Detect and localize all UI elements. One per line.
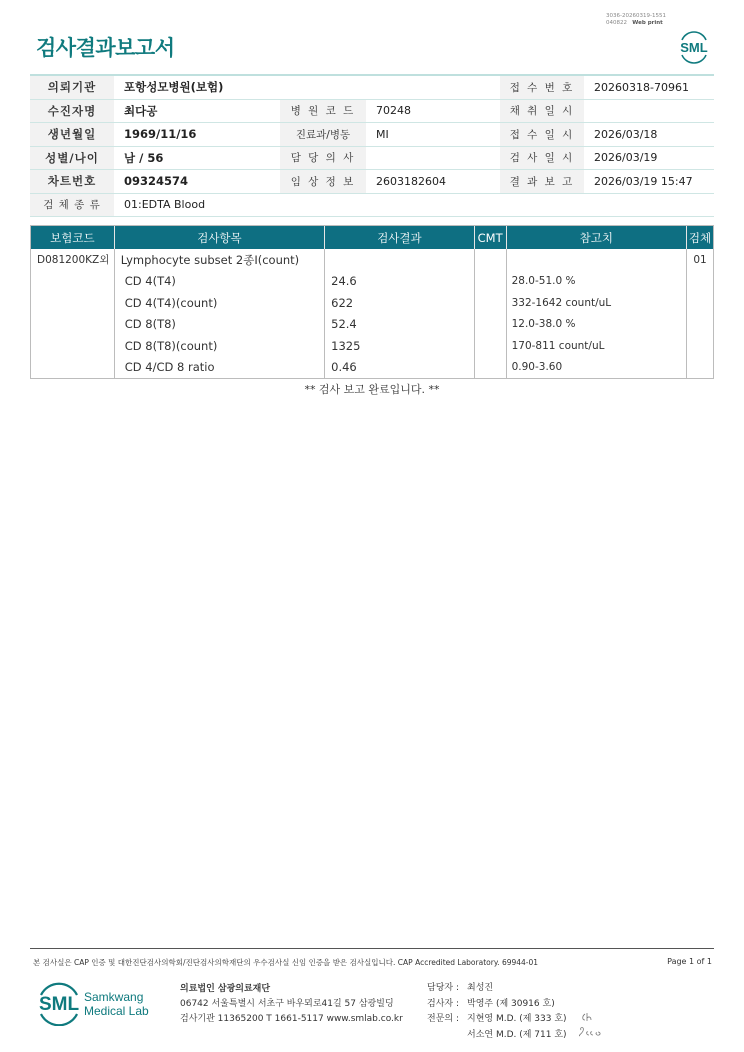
web-print-label: Web print: [632, 20, 663, 26]
test-result: 622: [331, 295, 354, 310]
staff-row: [427, 997, 567, 1013]
column-reference: [507, 249, 687, 378]
label-hospital-code: 병 원 코 드: [280, 100, 366, 123]
label-sex-age: 성별/나이: [30, 147, 114, 170]
header-specimen: 검체: [688, 230, 712, 245]
footer-logo-main: SML: [38, 994, 80, 1015]
value-report-dt: 2026/03/19 15:47: [594, 174, 693, 188]
label-birth: 생년월일: [30, 123, 114, 146]
label-receipt-dt: 접 수 일 시: [500, 123, 584, 146]
label-specimen: 검 체 종 류: [30, 194, 114, 217]
value-requester: 포항성모병원(보험): [124, 80, 224, 95]
label-requester: 의뢰기관: [30, 76, 114, 99]
test-item: CD 4(T4)(count): [124, 295, 218, 310]
staff-info: [427, 981, 567, 1043]
staff-name: 박영주 (제 30916 호): [467, 998, 555, 1009]
test-item: CD 8(T8)(count): [124, 338, 218, 353]
staff-role: 담당자 :: [427, 983, 459, 993]
value-clinical: 2603182604: [376, 174, 446, 188]
info-row-6: [30, 194, 714, 218]
certification-note: 본 검사실은 CAP 인증 및 대한진단검사의학회/진단검사의학재단의 우수검사실 신임 인증을 받은 검사실입니다. CAP Accredited Laboratory. 69944-01: [33, 958, 539, 967]
info-row-1: [30, 76, 714, 100]
document-code: [606, 13, 666, 27]
staff-name: 서소연 M.D. (제 711 호): [467, 1029, 567, 1040]
staff-role: 전문의 :: [427, 1014, 459, 1024]
column-test-item: [115, 249, 325, 378]
staff-role: [427, 1028, 467, 1044]
test-item: CD 4(T4): [124, 274, 176, 289]
label-collect-dt: 채 취 일 시: [500, 100, 584, 123]
header-result: 검사결과: [325, 226, 475, 249]
value-specimen: 01:EDTA Blood: [124, 198, 206, 212]
staff-role: 검사자 :: [427, 998, 459, 1009]
label-chart-no: 차트번호: [30, 170, 114, 193]
results-table: [30, 225, 714, 379]
label-patient-name: 수진자명: [30, 100, 114, 123]
value-patient-name: 최다공: [124, 103, 158, 118]
value-receipt-no: 20260318-70961: [594, 80, 689, 94]
test-item: CD 4/CD 8 ratio: [124, 360, 215, 375]
value-doctor: [366, 147, 500, 170]
value-collect-dt: [584, 100, 714, 123]
results-body: [31, 249, 713, 378]
org-address: 06742 서울특별시 서초구 바우뫼로41길 57 삼광빌딩: [180, 999, 394, 1009]
signature-image: [576, 1010, 610, 1042]
label-report-dt: 결 과 보 고: [500, 170, 584, 193]
staff-row: [427, 981, 567, 997]
patient-info-table: [30, 74, 714, 217]
organization-info: [180, 982, 403, 1027]
column-cmt: [475, 249, 507, 378]
reference-range: 332-1642 count/uL: [511, 296, 612, 309]
page-number: Page 1 of 1: [667, 957, 712, 966]
group-name: Lymphocyte subset 2종I(count): [120, 252, 300, 267]
header-insurance-code: 보험코드: [31, 226, 115, 249]
info-row-5: [30, 170, 714, 194]
label-test-dt: 검 사 일 시: [500, 147, 584, 170]
header-test-item: 검사항목: [115, 226, 325, 249]
column-result: [325, 249, 475, 378]
value-hospital-code: 70248: [376, 104, 411, 118]
info-row-3: [30, 123, 714, 147]
staff-row: [427, 1012, 567, 1028]
test-result: 24.6: [331, 274, 357, 289]
test-result: 1325: [331, 338, 361, 353]
test-cmt: [475, 292, 506, 314]
footer-logo-sub1: Samkwang: [84, 990, 144, 1004]
label-doctor: 담 당 의 사: [280, 147, 366, 170]
staff-name: 최성진: [467, 983, 494, 993]
label-receipt-no: 접 수 번 호: [500, 76, 584, 99]
test-result: 0.46: [331, 360, 357, 375]
document-code-line1: 3036-20260319-1551: [606, 13, 666, 19]
test-result: 52.4: [331, 317, 357, 332]
staff-row: [427, 1028, 567, 1044]
label-clinical: 임 상 정 보: [280, 170, 366, 193]
label-dept: 진료과/병동: [280, 123, 366, 146]
value-dept: MI: [376, 127, 389, 141]
value-chart-no: 09324574: [124, 174, 189, 189]
value-test-dt: 2026/03/19: [594, 151, 658, 165]
value-receipt-dt: 2026/03/18: [594, 127, 658, 141]
reference-range: 28.0-51.0 %: [511, 275, 576, 288]
test-cmt: [475, 314, 506, 336]
staff-name: 지현영 M.D. (제 333 호): [467, 1014, 567, 1024]
specimen-code: 01: [693, 253, 707, 266]
test-cmt: [475, 335, 506, 357]
header-reference: 참고치: [507, 226, 687, 249]
footer-logo-sub2: Medical Lab: [84, 1004, 149, 1018]
header-cmt: CMT: [475, 226, 507, 249]
value-birth: 1969/11/16: [124, 127, 197, 142]
reference-range: 170-811 count/uL: [511, 339, 605, 352]
sml-logo-text: SML: [680, 40, 708, 55]
test-cmt: [475, 357, 506, 379]
results-header: [31, 226, 713, 249]
sml-logo: [676, 26, 712, 64]
test-item: CD 8(T8): [124, 317, 176, 332]
info-row-4: [30, 147, 714, 171]
reference-range: 12.0-38.0 %: [511, 318, 576, 331]
reference-range: 0.90-3.60: [511, 361, 563, 374]
column-specimen: [687, 249, 713, 378]
info-row-2: [30, 100, 714, 124]
footer-divider: [30, 948, 714, 949]
org-contact: 검사기관 11365200 T 1661-5117 www.smlab.co.kr: [180, 1014, 403, 1024]
org-name: 의료법인 삼광의료재단: [180, 984, 271, 994]
value-sex-age: 남 / 56: [124, 150, 164, 165]
test-cmt: [475, 271, 506, 293]
column-insurance-code: [31, 249, 115, 378]
completion-note: ** 검사 보고 완료입니다. **: [304, 383, 440, 396]
page-title: 검사결과보고서: [36, 36, 175, 60]
document-code-line2: 040822: [606, 20, 628, 26]
insurance-code: D081200KZ외: [37, 254, 110, 267]
samkwang-logo: [38, 980, 158, 1026]
